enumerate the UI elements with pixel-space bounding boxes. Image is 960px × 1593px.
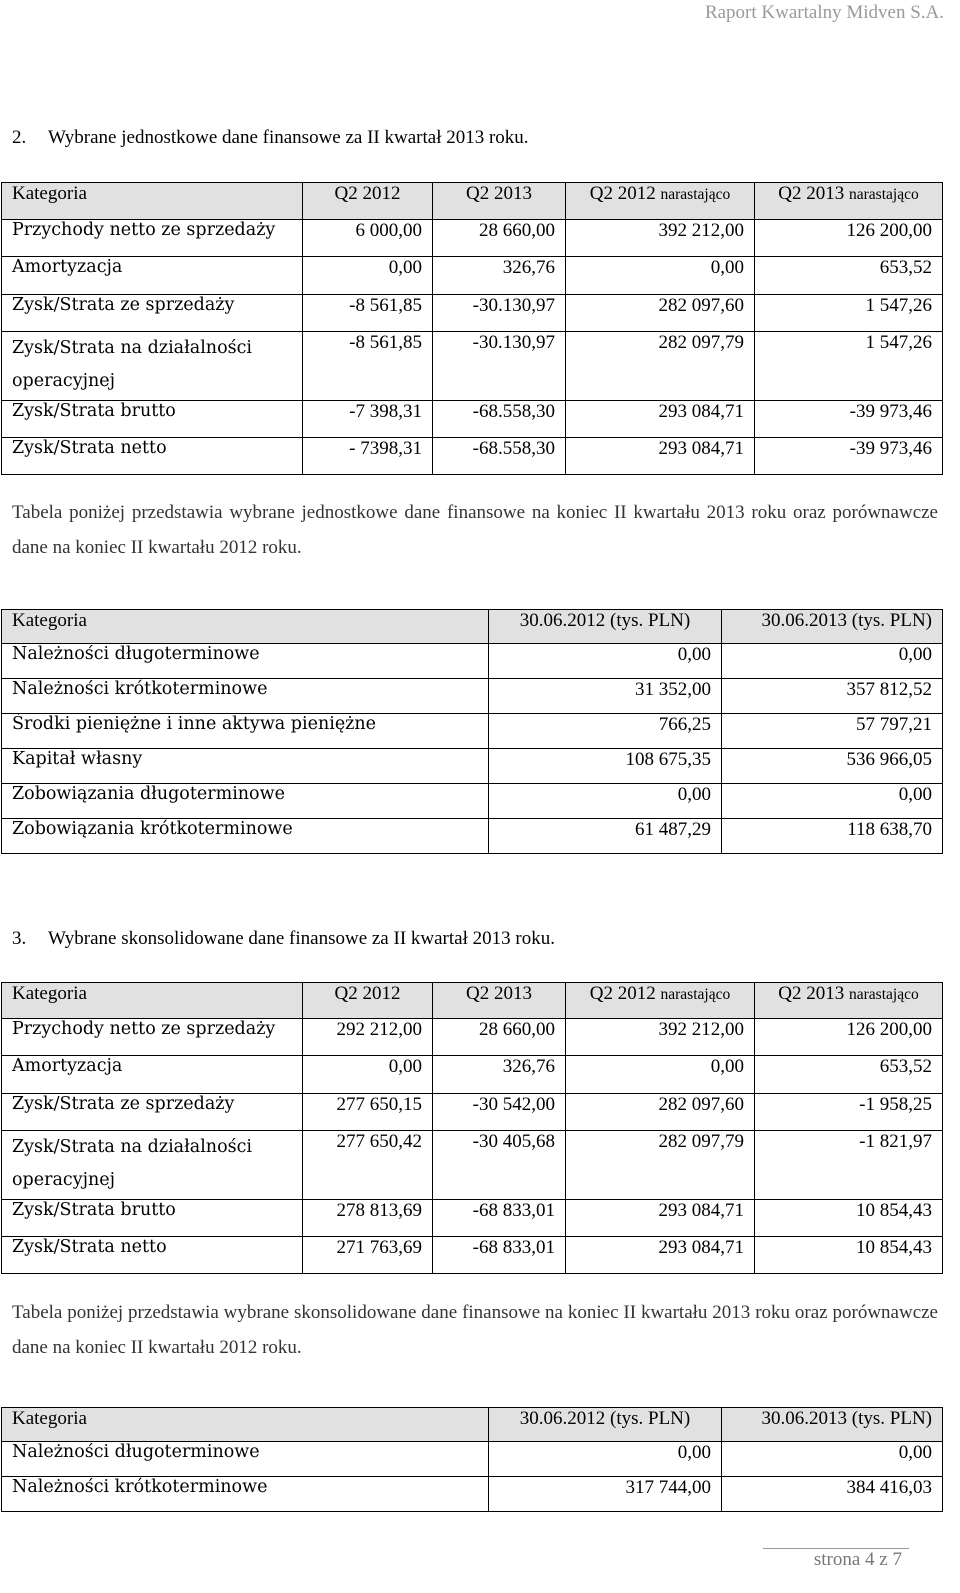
row-label: Należności długoterminowe	[2, 1442, 489, 1477]
cell-value: 0,00	[566, 1056, 755, 1094]
cell-value: 0,00	[489, 784, 722, 819]
cell-value: 278 813,69	[303, 1200, 433, 1237]
cell-value: 282 097,79	[566, 332, 755, 401]
row-label: Przychody netto ze sprzedaży	[2, 1019, 303, 1056]
table-row	[2, 1442, 943, 1477]
cell-value: 282 097,79	[566, 1131, 755, 1200]
cell-value: -8 561,85	[303, 332, 433, 401]
header-date-2012: 30.06.2012 (tys. PLN)	[489, 1408, 722, 1442]
cell-value: 28 660,00	[433, 1019, 566, 1056]
row-label: Zysk/Strata ze sprzedaży	[2, 1094, 303, 1131]
cell-value: 536 966,05	[722, 749, 943, 784]
cell-value: 293 084,71	[566, 401, 755, 438]
table-header-row	[2, 1408, 943, 1442]
header-q2-2013: Q2 2013	[433, 983, 566, 1019]
row-label: Należności długoterminowe	[2, 644, 489, 679]
cell-value: 0,00	[722, 644, 943, 679]
row-label: Kapitał własny	[2, 749, 489, 784]
cell-value: 766,25	[489, 714, 722, 749]
header-category: Kategoria	[2, 183, 303, 220]
cell-value: 126 200,00	[755, 1019, 943, 1056]
row-label: Zysk/Strata netto	[2, 1237, 303, 1274]
table-row	[2, 714, 943, 749]
cell-value: - 7398,31	[303, 438, 433, 475]
row-label: Amortyzacja	[2, 257, 303, 295]
table-row	[2, 401, 943, 438]
cell-value: 1 547,26	[755, 295, 943, 332]
cell-value: 118 638,70	[722, 819, 943, 854]
cell-value: -39 973,46	[755, 401, 943, 438]
cell-value: 277 650,42	[303, 1131, 433, 1200]
cell-value: 653,52	[755, 257, 943, 295]
header-category: Kategoria	[2, 983, 303, 1019]
table-header-row	[2, 983, 943, 1019]
cell-value: -7 398,31	[303, 401, 433, 438]
header-date-2012: 30.06.2012 (tys. PLN)	[489, 610, 722, 644]
cell-value: 326,76	[433, 257, 566, 295]
row-label: Zysk/Strata brutto	[2, 1200, 303, 1237]
cell-value: -39 973,46	[755, 438, 943, 475]
section-2-number: 2.	[12, 127, 27, 148]
row-label: Amortyzacja	[2, 1056, 303, 1094]
standalone-quarterly-table	[1, 182, 943, 475]
header-category: Kategoria	[2, 610, 489, 644]
cell-value: 326,76	[433, 1056, 566, 1094]
table-row	[2, 1237, 943, 1274]
cell-value: -68.558,30	[433, 438, 566, 475]
header-date-2013: 30.06.2013 (tys. PLN)	[722, 1408, 943, 1442]
cell-value: 271 763,69	[303, 1237, 433, 1274]
row-label: Zysk/Strata brutto	[2, 401, 303, 438]
standalone-description-paragraph: Tabela poniżej przedstawia wybrane jednostkowe dane finansowe na koniec II kwartału 2013 roku oraz porównawcze dane na koniec II kwartału 2012 roku.	[12, 502, 938, 558]
header-category: Kategoria	[2, 1408, 489, 1442]
cell-value: 6 000,00	[303, 220, 433, 257]
cell-value: 653,52	[755, 1056, 943, 1094]
header-q2-2012: Q2 2012	[303, 183, 433, 220]
cell-value: 0,00	[489, 644, 722, 679]
cell-value: 357 812,52	[722, 679, 943, 714]
cell-value: -1 821,97	[755, 1131, 943, 1200]
table-row	[2, 644, 943, 679]
row-label: Należności krótkoterminowe	[2, 1477, 489, 1512]
cell-value: -30 405,68	[433, 1131, 566, 1200]
cell-value: 293 084,71	[566, 1200, 755, 1237]
cell-value: 28 660,00	[433, 220, 566, 257]
row-label: Zysk/Strata netto	[2, 438, 303, 475]
table-row	[2, 438, 943, 475]
cell-value: -68 833,01	[433, 1237, 566, 1274]
cell-value: 10 854,43	[755, 1237, 943, 1274]
section-3-number: 3.	[12, 928, 27, 949]
header-q2-2013: Q2 2013	[433, 183, 566, 220]
header-q2-2013-cumulative: Q2 2013 narastająco	[755, 983, 943, 1019]
row-label: Zobowiązania długoterminowe	[2, 784, 489, 819]
table-row	[2, 1477, 943, 1512]
report-header-title: Raport Kwartalny Midven S.A.	[704, 2, 944, 23]
section-2-title: Wybrane jednostkowe dane finansowe za II kwartał 2013 roku.	[48, 127, 529, 148]
row-label: Środki pieniężne i inne aktywa pieniężne	[2, 714, 489, 749]
table-row	[2, 295, 943, 332]
row-label: Zysk/Strata na działalności operacyjnej	[2, 332, 303, 401]
header-q2-2012-cumulative: Q2 2012 narastająco	[566, 983, 755, 1019]
cell-value: -30.130,97	[433, 332, 566, 401]
cell-value: 392 212,00	[566, 1019, 755, 1056]
table-row	[2, 749, 943, 784]
cell-value: -1 958,25	[755, 1094, 943, 1131]
cell-value: 0,00	[566, 257, 755, 295]
table-row	[2, 332, 943, 401]
cell-value: 0,00	[489, 1442, 722, 1477]
cell-value: 277 650,15	[303, 1094, 433, 1131]
row-label: Należności krótkoterminowe	[2, 679, 489, 714]
table-row	[2, 257, 943, 295]
cell-value: 392 212,00	[566, 220, 755, 257]
consolidated-balance-table	[1, 1407, 943, 1512]
cell-value: 0,00	[722, 1442, 943, 1477]
table-header-row	[2, 183, 943, 220]
consolidated-quarterly-table	[1, 982, 943, 1274]
cell-value: 0,00	[722, 784, 943, 819]
cell-value: 108 675,35	[489, 749, 722, 784]
section-3-heading	[12, 928, 555, 950]
table-row	[2, 819, 943, 854]
cell-value: -30.130,97	[433, 295, 566, 332]
cell-value: 293 084,71	[566, 1237, 755, 1274]
table-row	[2, 784, 943, 819]
table-row	[2, 1019, 943, 1056]
row-label: Przychody netto ze sprzedaży	[2, 220, 303, 257]
table-row	[2, 1094, 943, 1131]
row-label: Zysk/Strata na działalności operacyjnej	[2, 1131, 303, 1200]
cell-value: 317 744,00	[489, 1477, 722, 1512]
cell-value: 1 547,26	[755, 332, 943, 401]
consolidated-description-paragraph: Tabela poniżej przedstawia wybrane skonsolidowane dane finansowe na koniec II kwartału 2013 roku oraz porównawcze dane na koniec II kwartału 2012 roku.	[12, 1302, 938, 1358]
cell-value: 61 487,29	[489, 819, 722, 854]
page-number: strona 4 z 7	[813, 1549, 902, 1570]
cell-value: -8 561,85	[303, 295, 433, 332]
cell-value: -68.558,30	[433, 401, 566, 438]
cell-value: -68 833,01	[433, 1200, 566, 1237]
header-q2-2013-cumulative: Q2 2013 narastająco	[755, 183, 943, 220]
cell-value: 282 097,60	[566, 295, 755, 332]
cell-value: 31 352,00	[489, 679, 722, 714]
cell-value: 384 416,03	[722, 1477, 943, 1512]
table-row	[2, 1056, 943, 1094]
standalone-balance-table	[1, 609, 943, 854]
cell-value: 0,00	[303, 1056, 433, 1094]
table-row	[2, 679, 943, 714]
cell-value: 282 097,60	[566, 1094, 755, 1131]
section-2-heading	[12, 127, 529, 149]
cell-value: 57 797,21	[722, 714, 943, 749]
header-q2-2012: Q2 2012	[303, 983, 433, 1019]
cell-value: 0,00	[303, 257, 433, 295]
header-date-2013: 30.06.2013 (tys. PLN)	[722, 610, 943, 644]
row-label: Zysk/Strata ze sprzedaży	[2, 295, 303, 332]
cell-value: 126 200,00	[755, 220, 943, 257]
table-header-row	[2, 610, 943, 644]
header-q2-2012-cumulative: Q2 2012 narastająco	[566, 183, 755, 220]
section-3-title: Wybrane skonsolidowane dane finansowe za II kwartał 2013 roku.	[48, 928, 555, 949]
table-row	[2, 1131, 943, 1200]
table-row	[2, 1200, 943, 1237]
cell-value: 292 212,00	[303, 1019, 433, 1056]
cell-value: -30 542,00	[433, 1094, 566, 1131]
row-label: Zobowiązania krótkoterminowe	[2, 819, 489, 854]
cell-value: 10 854,43	[755, 1200, 943, 1237]
cell-value: 293 084,71	[566, 438, 755, 475]
table-row	[2, 220, 943, 257]
